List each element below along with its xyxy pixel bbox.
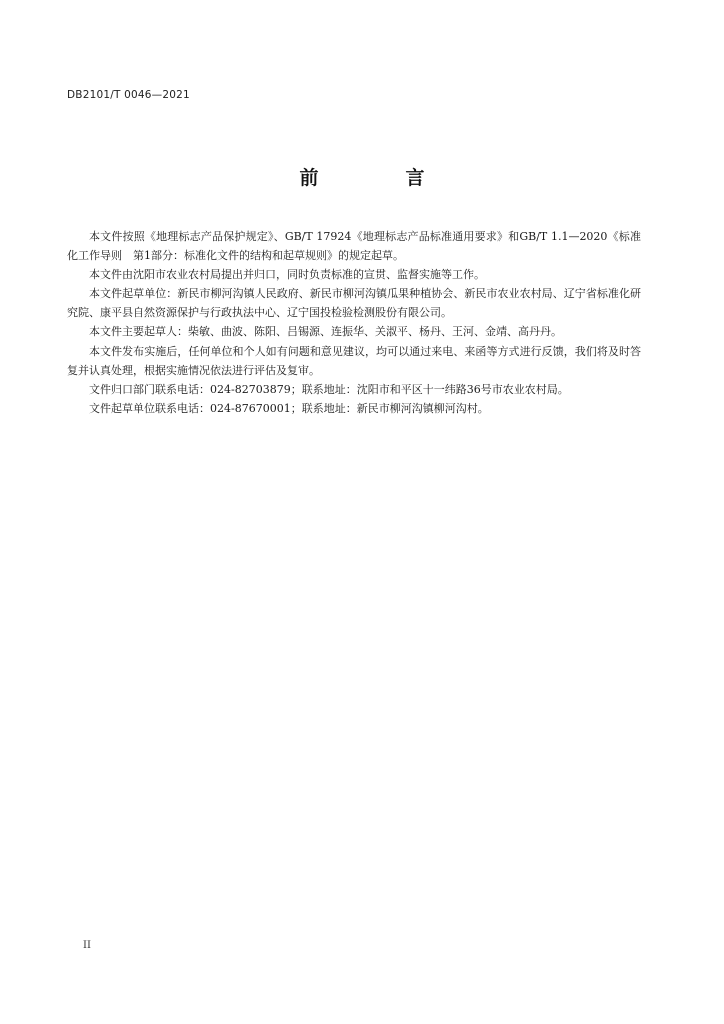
paragraph-feedback: 本文件发布实施后，任何单位和个人如有问题和意见建议，均可以通过来电、来函等方式进行反馈，我们将及时答复并认真处理，根据实施情况依法进行评估及复审。	[67, 344, 641, 377]
foreword-body	[67, 227, 641, 418]
paragraph-drafter-contact: 文件起草单位联系电话：024-87670001；联系地址：新民市柳河沟镇柳河沟村。	[89, 401, 489, 415]
paragraph-proposer: 本文件由沈阳市农业农村局提出并归口，同时负责标准的宣贯、监督实施等工作。	[89, 268, 485, 282]
paragraph-authority-contact: 文件归口部门联系电话：024-82703879；联系地址：沈阳市和平区十一纬路36号市农业农村局。	[89, 382, 569, 396]
paragraph-drafting-basis: 本文件按照《地理标志产品保护规定》、GB/T 17924《地理标志产品标准通用要求》和GB/T 1.1—2020《标准化工作导则 第1部分：标准化文件的结构和起草规则》的规定起草。	[67, 230, 641, 263]
page-number: II	[83, 940, 91, 951]
page-title: 前 言	[299, 167, 459, 189]
paragraph-drafting-units: 本文件起草单位：新民市柳河沟镇人民政府、新民市柳河沟镇瓜果种植协会、新民市农业农村局、辽宁省标准化研究院、康平县自然资源保护与行政执法中心、辽宁国投检验检测股份有限公司。	[67, 287, 641, 320]
standard-code: DB2101/T 0046—2021	[67, 89, 190, 101]
paragraph-drafters: 本文件主要起草人：柴敏、曲波、陈阳、吕锡源、连振华、关淑平、杨丹、王河、金靖、高丹丹。	[89, 325, 562, 339]
